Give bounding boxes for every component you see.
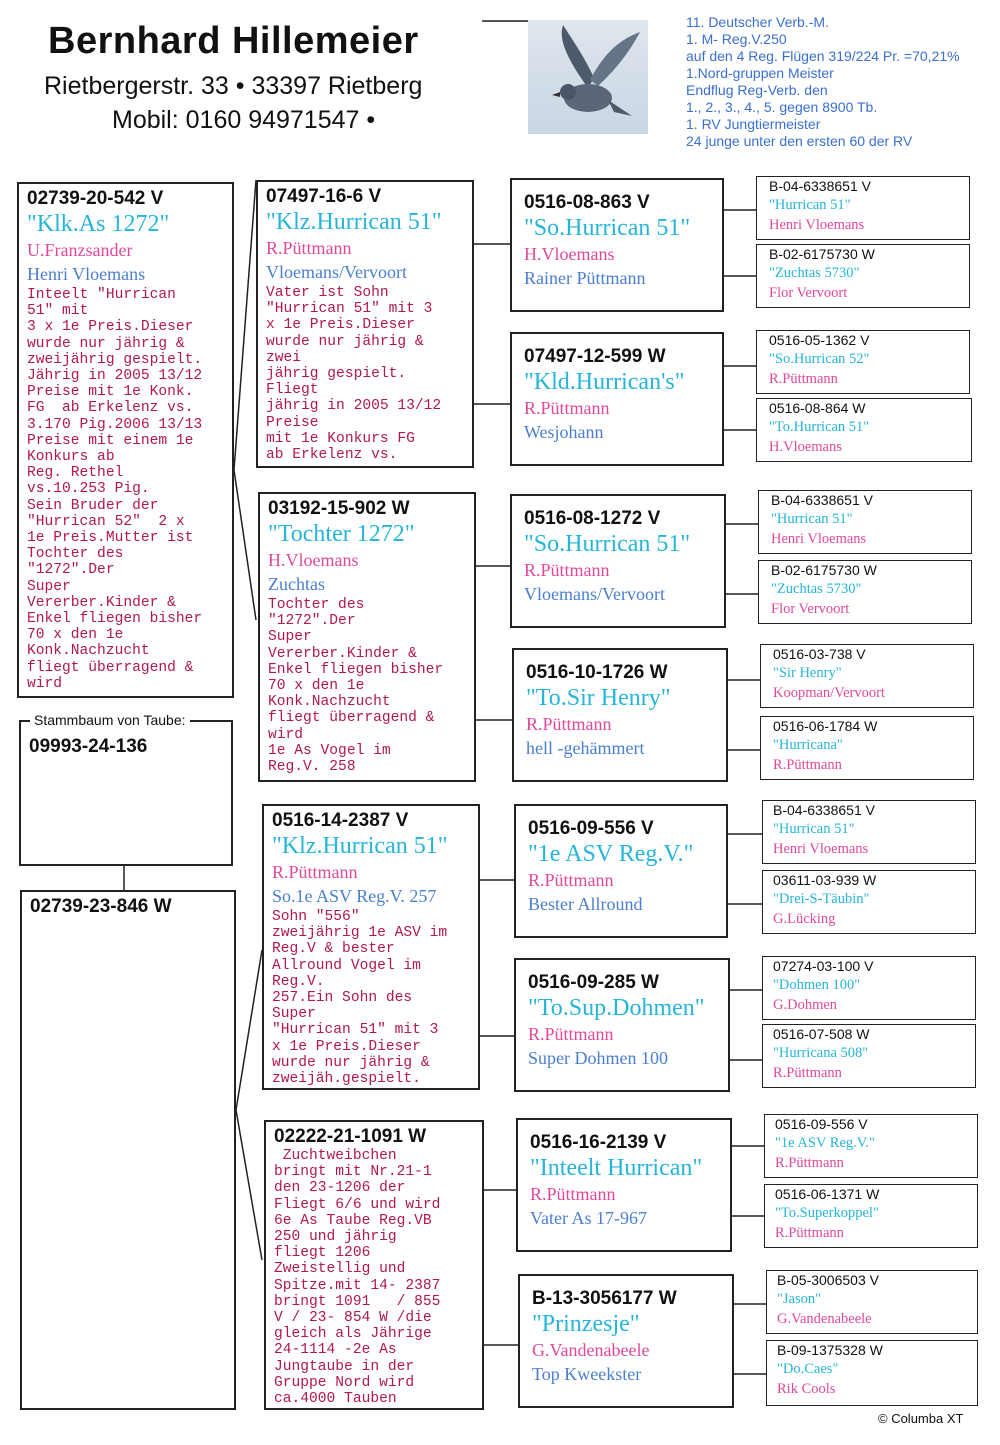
breeder-label: Flor Vervoort bbox=[769, 285, 848, 301]
breeder-label: R.Püttmann bbox=[530, 1184, 616, 1204]
ring-number: 02222-21-1091 W bbox=[274, 1126, 427, 1147]
info-label: Vloemans/Vervoort bbox=[266, 262, 407, 282]
subject-box[interactable] bbox=[19, 720, 233, 866]
breeder-label: R.Püttmann bbox=[775, 1225, 844, 1241]
pigeon-name: "So.Hurrican 52" bbox=[769, 351, 870, 367]
info-label: So.1e ASV Reg.V. 257 bbox=[272, 886, 437, 906]
gen4-box[interactable] bbox=[762, 800, 976, 864]
ring-number: B-04-6338651 V bbox=[773, 802, 875, 818]
breeder-label: R.Püttmann bbox=[528, 1024, 614, 1044]
breeder-address: Rietbergerstr. 33 • 33397 Rietberg bbox=[44, 72, 423, 100]
grandparent-box[interactable] bbox=[264, 1120, 484, 1410]
pigeon-name: "Klz.Hurrican 51" bbox=[272, 833, 448, 859]
breeder-mobile: Mobil: 0160 94971547 • bbox=[112, 106, 376, 134]
breeder-label: Rik Cools bbox=[777, 1381, 836, 1397]
pigeon-name: "Hurricana" bbox=[773, 737, 843, 753]
pigeon-name: "Drei-S-Täubin" bbox=[773, 891, 870, 907]
info-label: Vloemans/Vervoort bbox=[524, 584, 665, 604]
breeder-label: U.Franzsander bbox=[27, 240, 133, 260]
description-text: Vater ist Sohn "Hurrican 51" mit 3 x 1e Preis.Dieser wurde nur jährig & zwei jährig gespielt. Fliegt jährig in 2005 13/12 Preise mit 1e Konkurs FG ab Erkelenz vs. bbox=[266, 285, 442, 464]
breeder-label: R.Püttmann bbox=[775, 1155, 844, 1171]
parent-box-dam[interactable] bbox=[20, 890, 236, 1410]
pigeon-name: "1e ASV Reg.V." bbox=[775, 1135, 875, 1151]
ring-number: 0516-03-738 V bbox=[773, 646, 866, 662]
grandparent-box[interactable] bbox=[262, 804, 480, 1090]
breeder-label: Henri Vloemans bbox=[771, 531, 867, 547]
ring-number: 0516-16-2139 V bbox=[530, 1132, 667, 1153]
great-grandparent-box[interactable] bbox=[512, 648, 728, 782]
breeder-label: R.Püttmann bbox=[769, 371, 838, 387]
breeder-label: R.Püttmann bbox=[773, 757, 842, 773]
ring-number: B-13-3056177 W bbox=[532, 1288, 677, 1309]
gen4-box[interactable] bbox=[758, 560, 972, 624]
great-grandparent-box[interactable] bbox=[510, 332, 724, 466]
pigeon-name: "Zuchtas 5730" bbox=[769, 265, 860, 281]
breeder-label: R.Püttmann bbox=[524, 398, 610, 418]
ring-number: 03611-03-939 W bbox=[773, 872, 877, 888]
parent-box-sire[interactable] bbox=[17, 182, 234, 698]
great-grandparent-box[interactable] bbox=[514, 804, 728, 938]
gen4-box[interactable] bbox=[756, 244, 970, 308]
gen4-box[interactable] bbox=[756, 176, 970, 240]
pigeon-name: "Prinzesje" bbox=[532, 1311, 640, 1337]
breeder-name: Bernhard Hillemeier bbox=[48, 20, 419, 62]
pigeon-name: "Hurrican 51" bbox=[769, 197, 851, 213]
great-grandparent-box[interactable] bbox=[514, 958, 730, 1092]
pigeon-name: "To.Sir Henry" bbox=[526, 685, 671, 711]
gen4-box[interactable] bbox=[760, 644, 974, 708]
great-grandparent-box[interactable] bbox=[510, 178, 724, 312]
pigeon-name: "Inteelt Hurrican" bbox=[530, 1155, 703, 1181]
achievement-line: 1. M- Reg.V.250 bbox=[686, 31, 787, 47]
ring-number: 03192-15-902 W bbox=[268, 498, 410, 519]
pigeon-name: "Hurrican 51" bbox=[771, 511, 853, 527]
pigeon-name: "Dohmen 100" bbox=[773, 977, 861, 993]
achievement-line: auf den 4 Reg. Flügen 319/224 Pr. =70,21% bbox=[686, 48, 960, 64]
description-text: Inteelt "Hurrican 51" mit 3 x 1e Preis.Dieser wurde nur jährig & zweijährig gespielt. Jährig in 2005 13/12 Preise mit 1e Konk. FG ab Erkelenz vs. 3.170 Pig.2006 13/13 Preise mit einem 1e Konkurs ab Reg. Rethel vs.10.253 Pig. Sein Bruder der "Hurrican 52" 2 x 1e Preis.Mutter ist Tochter des "1272".Der Super Vererber.Kinder & Enkel fliegen bisher 70 x den 1e Konk.Nachzucht fliegt überragend & wird bbox=[27, 287, 203, 692]
ring-number: 0516-09-556 V bbox=[775, 1116, 868, 1132]
breeder-label: G.Lücking bbox=[773, 911, 836, 927]
ring-number: 02739-23-846 W bbox=[30, 896, 172, 917]
ring-number: 0516-09-556 V bbox=[528, 818, 654, 839]
info-label: Wesjohann bbox=[524, 422, 604, 442]
achievement-line: 1. RV Jungtiermeister bbox=[686, 116, 821, 132]
breeder-label: H.Vloemans bbox=[524, 244, 615, 264]
ring-number: 07274-03-100 V bbox=[773, 958, 874, 974]
breeder-label: R.Püttmann bbox=[266, 238, 352, 258]
ring-number: 0516-06-1371 W bbox=[775, 1186, 880, 1202]
gen4-box[interactable] bbox=[758, 490, 972, 554]
gen4-box[interactable] bbox=[756, 398, 972, 462]
ring-number: B-04-6338651 V bbox=[769, 178, 871, 194]
ring-number: 0516-06-1784 W bbox=[773, 718, 878, 734]
breeder-label: R.Püttmann bbox=[272, 862, 358, 882]
ring-number: 07497-12-599 W bbox=[524, 346, 666, 367]
ring-number: 0516-05-1362 V bbox=[769, 332, 870, 348]
pigeon-name: "To.Hurrican 51" bbox=[769, 419, 870, 435]
pigeon-name: "So.Hurrican 51" bbox=[524, 215, 691, 241]
info-label: Zuchtas bbox=[268, 574, 325, 594]
pigeon-name: "Klz.Hurrican 51" bbox=[266, 209, 442, 235]
grandparent-box[interactable] bbox=[256, 180, 474, 468]
subject-caption: Stammbaum von Taube: bbox=[30, 712, 190, 728]
breeder-label: Koopman/Vervoort bbox=[773, 685, 885, 701]
achievement-line: 1., 2., 3., 4., 5. gegen 8900 Tb. bbox=[686, 99, 878, 115]
gen4-box[interactable] bbox=[762, 956, 976, 1020]
gen4-box[interactable] bbox=[764, 1184, 978, 1248]
ring-number: 0516-10-1726 W bbox=[526, 662, 668, 683]
ring-number: 02739-20-542 V bbox=[27, 188, 164, 209]
ring-number: 0516-08-1272 V bbox=[524, 508, 661, 529]
pigeon-name: "To.Sup.Dohmen" bbox=[528, 995, 705, 1021]
great-grandparent-box[interactable] bbox=[510, 494, 726, 628]
ring-number: 0516-08-863 V bbox=[524, 192, 650, 213]
breeder-label: R.Püttmann bbox=[773, 1065, 842, 1081]
ring-number: B-05-3006503 V bbox=[777, 1272, 879, 1288]
breeder-label: Henri Vloemans bbox=[769, 217, 865, 233]
gen4-box[interactable] bbox=[756, 330, 970, 394]
breeder-label: G.Vandenabeele bbox=[532, 1340, 650, 1360]
description-text: Tochter des "1272".Der Super Vererber.Kinder & Enkel fliegen bisher 70 x den 1e Konk.Nachzucht fliegt überragend & wird 1e As Vogel im Reg.V. 258 bbox=[268, 597, 444, 776]
info-label: Bester Allround bbox=[528, 894, 643, 914]
info-label: Henri Vloemans bbox=[27, 264, 146, 284]
pigeon-name: "Kld.Hurrican's" bbox=[524, 369, 685, 395]
pigeon-name: "Klk.As 1272" bbox=[27, 211, 170, 237]
ring-number: 07497-16-6 V bbox=[266, 186, 382, 207]
ring-number: B-02-6175730 W bbox=[771, 562, 877, 578]
pigeon-name: "Zuchtas 5730" bbox=[771, 581, 862, 597]
great-grandparent-box[interactable] bbox=[516, 1118, 732, 1252]
info-label: Vater As 17-967 bbox=[530, 1208, 647, 1228]
ring-number: B-09-1375328 W bbox=[777, 1342, 883, 1358]
breeder-label: G.Dohmen bbox=[773, 997, 838, 1013]
breeder-label: Flor Vervoort bbox=[771, 601, 850, 617]
subject-ring-number: 09993-24-136 bbox=[29, 736, 148, 757]
achievement-line: 1.Nord-gruppen Meister bbox=[686, 65, 834, 81]
pigeon-name: "Jason" bbox=[777, 1291, 822, 1307]
pigeon-name: "To.Superkoppel" bbox=[775, 1205, 879, 1221]
gen4-box[interactable] bbox=[766, 1270, 978, 1334]
breeder-label: H.Vloemans bbox=[769, 439, 842, 455]
breeder-label: R.Püttmann bbox=[526, 714, 612, 734]
description-text: Sohn "556" zweijährig 1e ASV im Reg.V & bester Allround Vogel im Reg.V. 257.Ein Sohn des Super "Hurrican 51" mit 3 x 1e Preis.Dieser wurde nur jährig & zweijäh.gespielt. bbox=[272, 909, 448, 1088]
pigeon-name: "Do.Caes" bbox=[777, 1361, 839, 1377]
pigeon-name: "Sir Henry" bbox=[773, 665, 842, 681]
ring-number: 0516-07-508 W bbox=[773, 1026, 870, 1042]
great-grandparent-box[interactable] bbox=[518, 1274, 734, 1408]
pigeon-name: "Tochter 1272" bbox=[268, 521, 415, 547]
gen4-box[interactable] bbox=[764, 1114, 978, 1178]
achievement-line: Endflug Reg-Verb. den bbox=[686, 82, 828, 98]
breeder-label: H.Vloemans bbox=[268, 550, 359, 570]
pigeon-name: "Hurrican 51" bbox=[773, 821, 855, 837]
grandparent-box[interactable] bbox=[258, 492, 476, 782]
gen4-box[interactable] bbox=[762, 1024, 976, 1088]
breeder-label: G.Vandenabeele bbox=[777, 1311, 872, 1327]
pigeon-name: "Hurricana 508" bbox=[773, 1045, 869, 1061]
info-label: hell -gehämmert bbox=[526, 738, 645, 758]
breeder-label: R.Püttmann bbox=[528, 870, 614, 890]
gen4-box[interactable] bbox=[766, 1340, 978, 1406]
info-label: Top Kweekster bbox=[532, 1364, 642, 1384]
pigeon-name: "1e ASV Reg.V." bbox=[528, 841, 694, 867]
breeder-label: Henri Vloemans bbox=[773, 841, 869, 857]
ring-number: 0516-08-864 W bbox=[769, 400, 866, 416]
info-label: Rainer Püttmann bbox=[524, 268, 646, 288]
breeder-label: R.Püttmann bbox=[524, 560, 610, 580]
pigeon-name: "So.Hurrican 51" bbox=[524, 531, 691, 557]
description-text: Zuchtweibchen bringt mit Nr.21-1 den 23-1206 der Fliegt 6/6 und wird 6e As Taube Reg.VB 250 und jährig fliegt 1206 Zweistellig und Spitze.mit 14- 2387 bringt 1091 / 855 V / 23- 854 W /die gleich als Jährige 24-1114 -2e As Jungtaube in der Gruppe Nord wird ca.4000 Tauben bbox=[274, 1148, 441, 1408]
achievement-line: 24 junge unter den ersten 60 der RV bbox=[686, 133, 913, 149]
ring-number: B-04-6338651 V bbox=[771, 492, 873, 508]
gen4-box[interactable] bbox=[760, 716, 974, 780]
gen4-box[interactable] bbox=[762, 870, 976, 934]
ring-number: 0516-14-2387 V bbox=[272, 810, 409, 831]
ring-number: 0516-09-285 W bbox=[528, 972, 659, 993]
achievement-line: 11. Deutscher Verb.-M. bbox=[686, 14, 829, 30]
ring-number: B-02-6175730 W bbox=[769, 246, 875, 262]
copyright: © Columba XT bbox=[878, 1411, 964, 1426]
info-label: Super Dohmen 100 bbox=[528, 1048, 668, 1068]
